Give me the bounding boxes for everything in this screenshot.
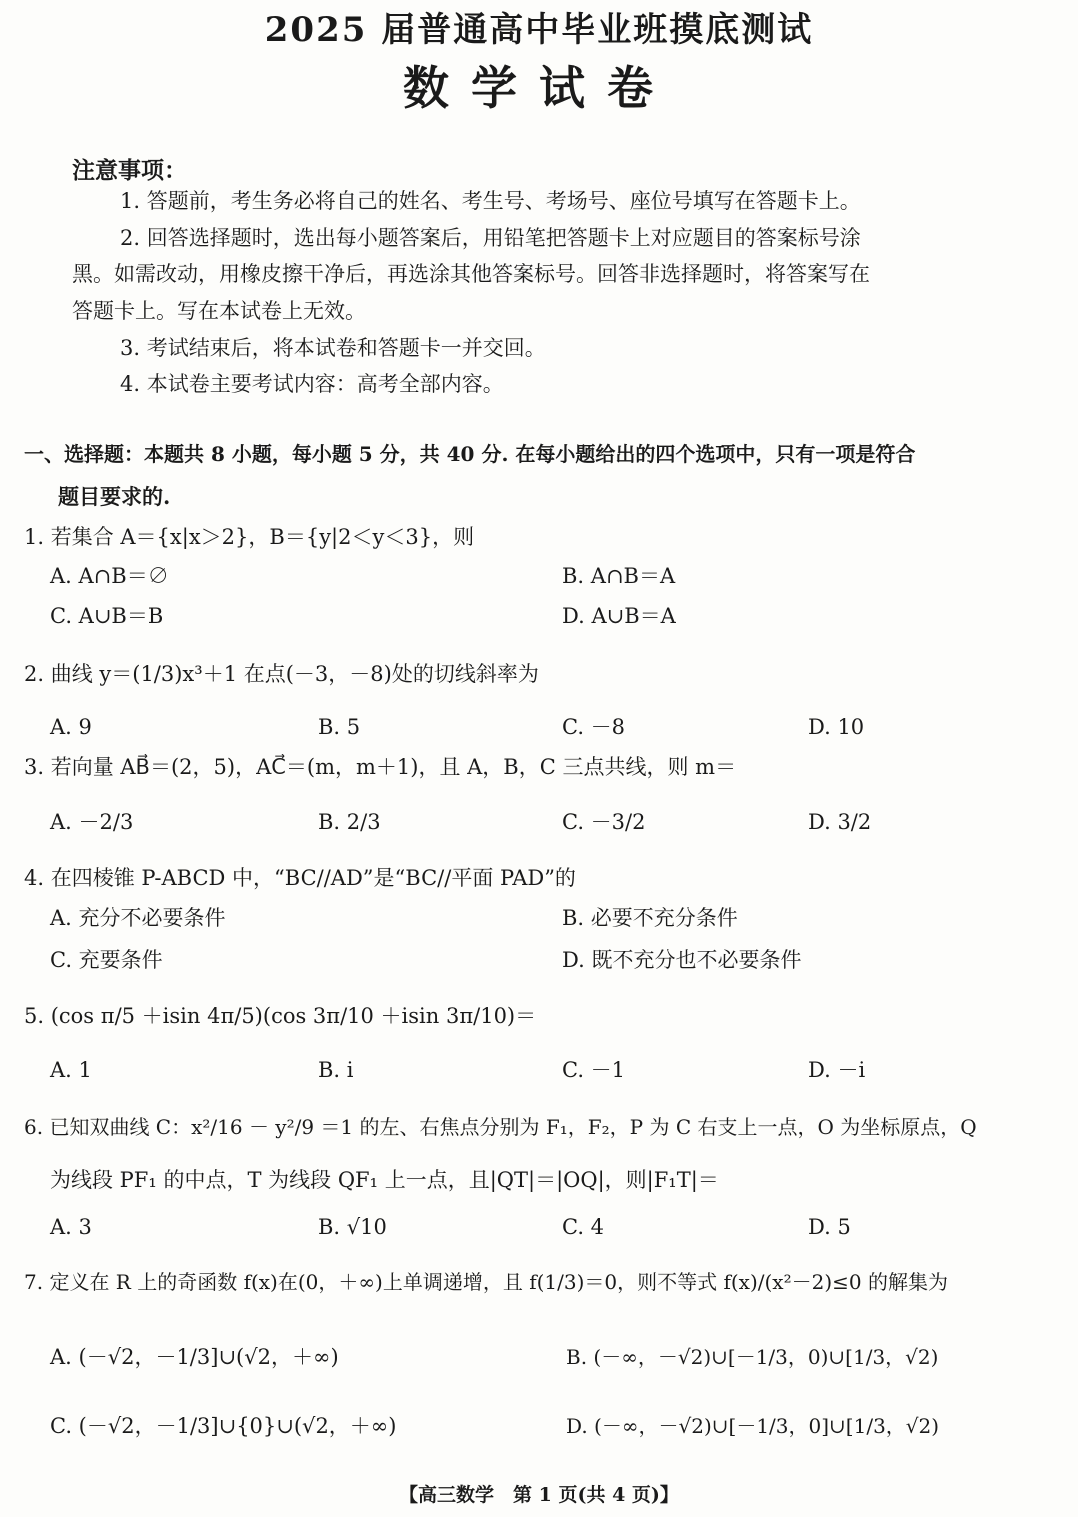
question-7-option-a: A. (－√2，－1/3]∪(√2，＋∞): [50, 1345, 339, 1369]
question-3-option-a: A. －2/3: [50, 810, 134, 834]
question-4-option-a: A. 充分不必要条件: [50, 906, 226, 930]
section-heading-cont: 题目要求的.: [58, 484, 171, 509]
subject-title: 数学试卷: [403, 61, 675, 115]
page-footer: 【高三数学 第 1 页(共 4 页)】: [399, 1484, 679, 1506]
question-5-stem: 5. (cos π/5 ＋isin 4π/5)(cos 3π/10 ＋isin 3π/10)＝: [24, 1004, 537, 1028]
question-7-option-b: B. (－∞，－√2)∪[－1/3，0)∪[1/3，√2): [566, 1345, 939, 1369]
question-1-option-b: B. A∩B＝A: [562, 564, 676, 588]
question-1-option-c: C. A∪B＝B: [50, 604, 164, 628]
notice-line: 答题卡上。写在本试卷上无效。: [72, 299, 366, 323]
question-5-option-a: A. 1: [50, 1058, 92, 1082]
exam-title: 2025 届普通高中毕业班摸底测试: [264, 10, 814, 50]
question-7-stem: 7. 定义在 R 上的奇函数 f(x)在(0，＋∞)上单调递增，且 f(1/3)＝0，则不等式 f(x)/(x²－2)≤0 的解集为: [24, 1270, 948, 1294]
notice-line: 4. 本试卷主要考试内容：高考全部内容。: [120, 372, 504, 396]
question-5-option-d: D. －i: [808, 1058, 866, 1082]
notice-heading: 注意事项：: [72, 157, 187, 184]
question-5-option-c: C. －1: [562, 1058, 626, 1082]
question-6-option-b: B. √10: [318, 1215, 387, 1239]
question-1-option-a: A. A∩B＝∅: [50, 564, 169, 588]
question-1-stem: 1. 若集合 A＝{x|x＞2}，B＝{y|2＜y＜3}，则: [24, 525, 475, 549]
question-2-stem: 2. 曲线 y＝(1/3)x³＋1 在点(－3，－8)处的切线斜率为: [24, 662, 539, 686]
question-2-option-c: C. －8: [562, 715, 626, 739]
question-6-option-c: C. 4: [562, 1215, 605, 1239]
question-2-option-d: D. 10: [808, 715, 865, 739]
question-3-option-c: C. －3/2: [562, 810, 646, 834]
question-6-option-d: D. 5: [808, 1215, 851, 1239]
question-2-option-b: B. 5: [318, 715, 361, 739]
question-1-option-d: D. A∪B＝A: [562, 604, 676, 628]
notice-line: 黑。如需改动，用橡皮擦干净后，再选涂其他答案标号。回答非选择题时，将答案写在: [72, 262, 870, 286]
notice-line: 2. 回答选择题时，选出每小题答案后，用铅笔把答题卡上对应题目的答案标号涂: [120, 226, 861, 250]
question-3-stem: 3. 若向量 AB⃗＝(2，5)，AC⃗＝(m，m＋1)，且 A，B，C 三点共线，则 m＝: [24, 755, 737, 779]
question-6-option-a: A. 3: [50, 1215, 92, 1239]
question-7-option-d: D. (－∞，－√2)∪[－1/3，0]∪[1/3，√2): [566, 1414, 940, 1438]
notice-line: 3. 考试结束后，将本试卷和答题卡一并交回。: [120, 336, 546, 360]
question-5-option-b: B. i: [318, 1058, 354, 1082]
question-4-option-d: D. 既不充分也不必要条件: [562, 948, 802, 972]
question-6-stem: 6. 已知双曲线 C：x²/16 － y²/9 ＝1 的左、右焦点分别为 F₁，F₂，P 为 C 右支上一点，O 为坐标原点，Q: [24, 1115, 977, 1139]
question-4-stem: 4. 在四棱锥 P-ABCD 中，“BC//AD”是“BC//平面 PAD”的: [24, 866, 576, 890]
notice-line: 1. 答题前，考生务必将自己的姓名、考生号、考场号、座位号填写在答题卡上。: [120, 189, 861, 213]
question-7-option-c: C. (－√2，－1/3]∪{0}∪(√2，＋∞): [50, 1414, 397, 1438]
question-6-stem-cont: 为线段 PF₁ 的中点，T 为线段 QF₁ 上一点，且|QT|＝|OQ|，则|F₁T|＝: [50, 1168, 719, 1192]
question-3-option-b: B. 2/3: [318, 810, 381, 834]
question-4-option-b: B. 必要不充分条件: [562, 906, 738, 930]
question-3-option-d: D. 3/2: [808, 810, 872, 834]
question-4-option-c: C. 充要条件: [50, 948, 163, 972]
question-2-option-a: A. 9: [50, 715, 92, 739]
section-heading: 一、选择题：本题共 8 小题，每小题 5 分，共 40 分. 在每小题给出的四个选项中，只有一项是符合: [24, 442, 916, 466]
